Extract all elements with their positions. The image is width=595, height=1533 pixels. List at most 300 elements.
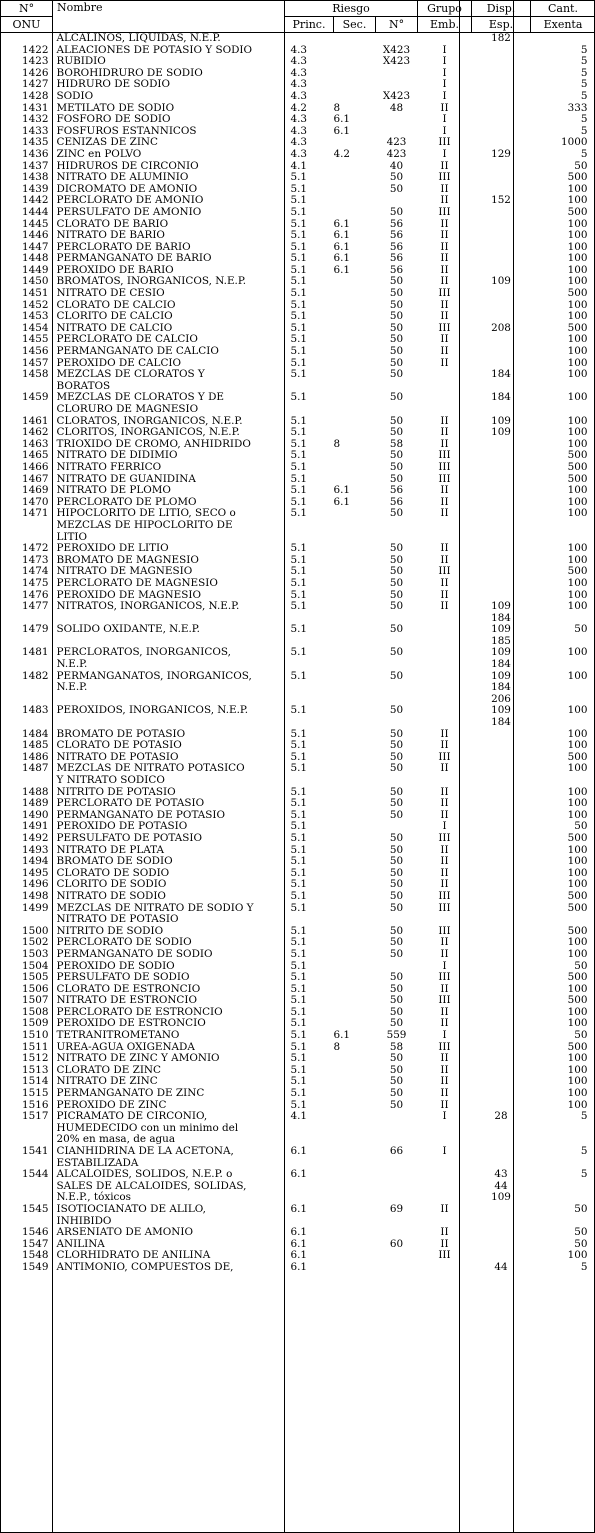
exempt-quantity: 100 [567, 346, 588, 358]
special-provision [472, 566, 531, 578]
substance-name: PEROXIDO DE ESTRONCIO [56, 1018, 206, 1030]
risk-number: 50 [389, 670, 404, 682]
risk-principal: 6.1 [290, 1261, 308, 1273]
special-provision [472, 787, 531, 799]
risk-number [376, 126, 418, 138]
risk-number: 50 [389, 450, 404, 462]
substance-name: NITRATO DE PLATA [56, 844, 165, 856]
exempt-quantity: 100 [567, 763, 588, 775]
special-provision [472, 184, 531, 196]
packing-group: I [442, 960, 447, 972]
substance-name: TETRANITROMETANO [56, 1030, 180, 1042]
risk-principal: 5.1 [290, 798, 308, 810]
table-row [1, 845, 595, 857]
risk-secondary [334, 1250, 376, 1262]
substance-name: PEROXIDOS, INORGANICOS, N.E.P. [56, 705, 249, 717]
special-provision [472, 543, 531, 555]
onu-number: 1515 [22, 1088, 49, 1100]
table-row [1, 647, 595, 670]
substance-name: UREA-AGUA OXIGENADA [56, 1041, 195, 1053]
risk-principal: 5.1 [290, 809, 308, 821]
risk-principal: 5.1 [290, 311, 308, 323]
risk-secondary [334, 300, 376, 312]
onu-number: 1467 [22, 473, 49, 485]
onu-number: 1546 [22, 1227, 49, 1239]
table-row [1, 508, 595, 543]
packing-group: II [440, 543, 449, 555]
table-row [1, 1169, 595, 1204]
risk-principal: 4.3 [290, 90, 308, 102]
exempt-quantity: 50 [574, 160, 588, 172]
risk-secondary: 6.1 [333, 230, 351, 242]
onu-number: 1438 [22, 172, 49, 184]
table-row [1, 1042, 595, 1054]
exempt-quantity: 500 [567, 995, 588, 1007]
special-provision: 109 [491, 427, 511, 439]
risk-secondary: 4.2 [333, 148, 351, 160]
risk-secondary: 6.1 [333, 241, 351, 253]
onu-number: 1513 [22, 1064, 49, 1076]
risk-principal: 5.1 [290, 983, 308, 995]
exempt-quantity: 50 [574, 960, 588, 972]
exempt-quantity: 100 [567, 230, 588, 242]
risk-number: 50 [389, 392, 404, 404]
onu-number: 1473 [22, 554, 49, 566]
substance-name: PEROXIDO DE POTASIO [56, 821, 188, 833]
risk-number: 50 [389, 288, 404, 300]
risk-number: 58 [389, 438, 404, 450]
exempt-quantity: 100 [567, 786, 588, 798]
table-row [1, 334, 595, 346]
risk-secondary: 6.1 [333, 125, 351, 137]
exempt-quantity: 333 [567, 102, 588, 114]
special-provision [472, 161, 531, 173]
exempt-quantity: 500 [567, 1041, 588, 1053]
table-row [1, 1204, 595, 1227]
exempt-quantity: 100 [567, 1064, 588, 1076]
special-provision [472, 497, 531, 509]
risk-secondary [334, 508, 376, 543]
packing-group: II [440, 299, 449, 311]
risk-secondary: 8 [333, 102, 341, 114]
risk-number: 56 [389, 485, 404, 497]
packing-group: III [438, 137, 451, 149]
risk-number: 559 [386, 1030, 407, 1042]
substance-name: NITRATO DE PLOMO [56, 485, 171, 497]
risk-secondary [334, 1065, 376, 1077]
special-provision [472, 1204, 531, 1227]
special-provision [472, 868, 531, 880]
risk-secondary [334, 833, 376, 845]
risk-principal: 5.1 [290, 566, 308, 578]
exempt-quantity: 50 [574, 1030, 588, 1042]
risk-principal: 5.1 [290, 1053, 308, 1065]
table-row [1, 56, 595, 68]
risk-secondary [334, 601, 376, 624]
substance-name: PERSULFATO DE SODIO [56, 972, 190, 984]
special-provision: 109 185 [491, 624, 511, 647]
onu-number: 1502 [22, 937, 49, 949]
risk-number [376, 195, 418, 207]
packing-group: II [440, 102, 449, 114]
column-divider [52, 0, 53, 1533]
substance-name: HIPOCLORITO DE LITIO, SECO o MEZCLAS DE HIPOCLORITO DE LITIO [56, 508, 236, 543]
packing-group: II [440, 740, 449, 752]
risk-secondary [334, 323, 376, 335]
onu-number: 1492 [22, 832, 49, 844]
table-row [1, 1088, 595, 1100]
risk-number: 50 [389, 415, 404, 427]
table-row [1, 265, 595, 277]
special-provision [472, 1146, 531, 1169]
table-row [1, 972, 595, 984]
risk-principal: 5.1 [290, 751, 308, 763]
packing-group: II [440, 160, 449, 172]
onu-number: 1507 [22, 995, 49, 1007]
risk-principal: 5.1 [290, 902, 308, 914]
onu-number: 1457 [22, 357, 49, 369]
exempt-quantity: 5 [580, 90, 588, 102]
table-row [1, 798, 595, 810]
special-provision [472, 578, 531, 590]
substance-name: ZINC en POLVO [56, 148, 142, 160]
table-row [1, 729, 595, 741]
onu-number: 1469 [22, 485, 49, 497]
risk-number: 50 [389, 948, 404, 960]
risk-secondary [334, 856, 376, 868]
risk-principal: 5.1 [290, 253, 308, 265]
risk-number: 50 [389, 369, 404, 381]
risk-number: 50 [389, 427, 404, 439]
onu-number: 1422 [22, 44, 49, 56]
exempt-quantity: 100 [567, 983, 588, 995]
packing-group: II [440, 589, 449, 601]
risk-principal: 5.1 [290, 415, 308, 427]
table-row [1, 984, 595, 996]
risk-number [376, 79, 418, 91]
packing-group: II [440, 809, 449, 821]
substance-name: PERMANGANATO DE BARIO [56, 253, 212, 265]
risk-secondary: 8 [333, 438, 341, 450]
substance-name: NITRATO DE BARIO [56, 230, 165, 242]
risk-secondary: 6.1 [333, 1030, 351, 1042]
substance-name: PEROXIDO DE ZINC [56, 1099, 167, 1111]
exempt-quantity: 100 [567, 508, 588, 520]
onu-number: 1505 [22, 972, 49, 984]
exempt-quantity: 100 [567, 334, 588, 346]
risk-number: 56 [389, 496, 404, 508]
packing-group [418, 369, 472, 392]
risk-number: 60 [389, 1238, 404, 1250]
risk-secondary [334, 1262, 376, 1274]
table-row [1, 1065, 595, 1077]
substance-name: PERMANGANATO DE POTASIO [56, 809, 226, 821]
table-row [1, 207, 595, 219]
packing-group: III [438, 322, 451, 334]
special-provision [472, 242, 531, 254]
risk-number: 50 [389, 311, 404, 323]
risk-number: 50 [389, 1064, 404, 1076]
risk-principal: 5.1 [290, 890, 308, 902]
onu-number: 1461 [22, 415, 49, 427]
risk-secondary [334, 729, 376, 741]
packing-group: II [440, 1238, 449, 1250]
packing-group: II [440, 983, 449, 995]
risk-number: 50 [389, 728, 404, 740]
risk-number: 50 [389, 357, 404, 369]
substance-name: PERCLORATO DE ESTRONCIO [56, 1006, 223, 1018]
risk-secondary [334, 207, 376, 219]
exempt-quantity: 500 [567, 206, 588, 218]
risk-number: 50 [389, 879, 404, 891]
risk-secondary [334, 1018, 376, 1030]
risk-number [376, 1262, 418, 1274]
substance-name: NITRATO DE CESIO [56, 288, 165, 300]
packing-group: II [440, 879, 449, 891]
risk-principal: 5.1 [290, 728, 308, 740]
risk-secondary [334, 1053, 376, 1065]
risk-number [376, 33, 418, 45]
packing-group [418, 33, 472, 45]
packing-group: II [440, 415, 449, 427]
risk-number: 50 [389, 983, 404, 995]
exempt-quantity: 100 [567, 809, 588, 821]
risk-secondary [334, 56, 376, 68]
onu-number: 1423 [22, 56, 49, 68]
special-provision [472, 856, 531, 868]
table-row [1, 346, 595, 358]
onu-number: 1506 [22, 983, 49, 995]
substance-name: PERMANGANATOS, INORGANICOS, N.E.P. [56, 670, 252, 694]
onu-number: 1489 [22, 798, 49, 810]
onu-number: 1442 [22, 195, 49, 207]
special-provision [472, 590, 531, 602]
special-provision [472, 984, 531, 996]
substance-name: ALEACIONES DE POTASIO Y SODIO [56, 44, 253, 56]
substance-name: CENIZAS DE ZINC [56, 137, 158, 149]
table-row [1, 740, 595, 752]
header-disp: Disp. [472, 1, 531, 17]
risk-secondary: 6.1 [333, 253, 351, 265]
packing-group: II [440, 1006, 449, 1018]
substance-name: PERSULFATO DE AMONIO [56, 206, 202, 218]
risk-number: 50 [389, 624, 404, 636]
exempt-quantity: 100 [567, 276, 588, 288]
risk-number: X423 [382, 90, 411, 102]
substance-name: BOROHIDRURO DE SODIO [56, 67, 203, 79]
special-provision [472, 879, 531, 891]
special-provision [472, 56, 531, 68]
risk-number: 56 [389, 264, 404, 276]
onu-number: 1514 [22, 1076, 49, 1088]
table-row [1, 137, 595, 149]
special-provision: 109 184 [491, 705, 511, 729]
special-provision [472, 1227, 531, 1239]
special-provision: 109 [491, 415, 511, 427]
table-row [1, 1262, 595, 1274]
risk-principal: 4.3 [290, 137, 308, 149]
table-row [1, 114, 595, 126]
risk-principal: 5.1 [290, 450, 308, 462]
header-onu: ONU [1, 17, 53, 33]
table-row [1, 856, 595, 868]
risk-principal: 5.1 [290, 1088, 308, 1100]
risk-principal: 5.1 [290, 1076, 308, 1088]
risk-number: 50 [389, 299, 404, 311]
substance-name: CLORATO DE BARIO [56, 218, 169, 230]
packing-group: I [442, 44, 447, 56]
exempt-quantity: 100 [567, 253, 588, 265]
substance-name: PERCLORATO DE MAGNESIO [56, 577, 218, 589]
risk-principal: 5.1 [290, 276, 308, 288]
risk-number: 56 [389, 253, 404, 265]
onu-number: 1475 [22, 577, 49, 589]
risk-principal: 5.1 [290, 195, 308, 207]
packing-group: II [440, 1053, 449, 1065]
exempt-quantity: 5 [580, 1261, 588, 1273]
risk-number: 50 [389, 322, 404, 334]
risk-secondary [334, 427, 376, 439]
onu-number: 1511 [22, 1041, 49, 1053]
risk-secondary [334, 346, 376, 358]
risk-principal: 4.3 [290, 79, 308, 91]
risk-principal: 5.1 [290, 241, 308, 253]
table-row [1, 1146, 595, 1169]
onu-number: 1427 [22, 79, 49, 91]
packing-group: II [440, 438, 449, 450]
special-provision [472, 230, 531, 242]
onu-number: 1471 [22, 508, 49, 520]
risk-secondary [334, 647, 376, 670]
onu-number: 1436 [22, 148, 49, 160]
substance-name: ARSENIATO DE AMONIO [56, 1227, 194, 1239]
exempt-quantity: 5 [580, 1169, 588, 1181]
risk-principal: 5.1 [290, 995, 308, 1007]
table-row [1, 1076, 595, 1088]
substance-name: CLORATO DE ESTRONCIO [56, 983, 201, 995]
table-row [1, 126, 595, 138]
risk-number: 69 [389, 1203, 404, 1215]
exempt-quantity: 100 [567, 740, 588, 752]
table-row [1, 253, 595, 265]
exempt-quantity: 500 [567, 925, 588, 937]
substance-name: RUBIDIO [56, 56, 106, 68]
risk-principal: 5.1 [290, 844, 308, 856]
special-provision: 28 [494, 1111, 508, 1123]
exempt-quantity: 100 [567, 1088, 588, 1100]
packing-group: II [440, 496, 449, 508]
table-row [1, 149, 595, 161]
exempt-quantity: 100 [567, 438, 588, 450]
packing-group: II [440, 844, 449, 856]
table-row [1, 1007, 595, 1019]
risk-principal: 5.1 [290, 647, 308, 659]
table-row [1, 300, 595, 312]
exempt-quantity: 500 [567, 566, 588, 578]
exempt-quantity: 100 [567, 856, 588, 868]
onu-number: 1545 [22, 1203, 49, 1215]
header-nombre: Nombre [53, 1, 285, 33]
special-provision [472, 937, 531, 949]
risk-principal: 5.1 [290, 925, 308, 937]
risk-principal: 5.1 [290, 438, 308, 450]
table-row [1, 369, 595, 392]
table-row [1, 566, 595, 578]
risk-secondary [334, 195, 376, 207]
substance-name: NITRATO DE ESTRONCIO [56, 995, 197, 1007]
onu-number: 1488 [22, 786, 49, 798]
risk-number: 50 [389, 751, 404, 763]
special-provision [472, 137, 531, 149]
packing-group: II [440, 1227, 449, 1239]
table-row [1, 833, 595, 845]
onu-number: 1462 [22, 427, 49, 439]
table-row [1, 671, 595, 706]
risk-secondary [334, 555, 376, 567]
risk-principal: 5.1 [290, 1030, 308, 1042]
special-provision [472, 972, 531, 984]
risk-secondary [334, 671, 376, 706]
risk-principal: 5.1 [290, 972, 308, 984]
exempt-quantity: 100 [567, 1076, 588, 1088]
substance-name: PERMANGANATO DE ZINC [56, 1088, 205, 1100]
onu-number: 1509 [22, 1018, 49, 1030]
packing-group [418, 1262, 472, 1274]
exempt-quantity: 500 [567, 832, 588, 844]
exempt-quantity: 100 [567, 670, 588, 682]
risk-secondary [334, 334, 376, 346]
onu-number: 1447 [22, 241, 49, 253]
packing-group: II [440, 241, 449, 253]
onu-number: 1510 [22, 1030, 49, 1042]
onu-number: 1474 [22, 566, 49, 578]
onu-number: 1426 [22, 67, 49, 79]
onu-number: 1482 [22, 670, 49, 682]
substance-name: NITRATO DE POTASIO [56, 751, 179, 763]
exempt-quantity: 100 [567, 798, 588, 810]
packing-group: III [438, 206, 451, 218]
risk-principal: 5.1 [290, 670, 308, 682]
packing-group: II [440, 427, 449, 439]
packing-group: III [438, 832, 451, 844]
risk-principal: 4.3 [290, 125, 308, 137]
special-provision [472, 1239, 531, 1251]
risk-number: 50 [389, 844, 404, 856]
substance-name: NITRATO DE DIDIMIO [56, 450, 178, 462]
special-provision: 182 [491, 32, 511, 44]
table-row [1, 868, 595, 880]
risk-principal: 5.1 [290, 554, 308, 566]
packing-group: I [442, 56, 447, 68]
onu-number: 1487 [22, 763, 49, 775]
table-row [1, 91, 595, 103]
packing-group: I [442, 1111, 447, 1123]
risk-number: 50 [389, 473, 404, 485]
risk-secondary [334, 903, 376, 926]
exempt-quantity: 50 [574, 821, 588, 833]
exempt-quantity: 5 [580, 1146, 588, 1157]
risk-principal: 6.1 [290, 1146, 308, 1157]
table-row [1, 161, 595, 173]
risk-secondary [334, 995, 376, 1007]
risk-number: 50 [389, 1099, 404, 1111]
risk-secondary [334, 462, 376, 474]
substance-name: CLORITOS, INORGANICOS, N.E.P. [56, 427, 240, 439]
onu-number: 1491 [22, 821, 49, 833]
onu-number: 1452 [22, 299, 49, 311]
exempt-quantity: 5 [580, 114, 588, 126]
onu-number: 1547 [22, 1238, 49, 1250]
